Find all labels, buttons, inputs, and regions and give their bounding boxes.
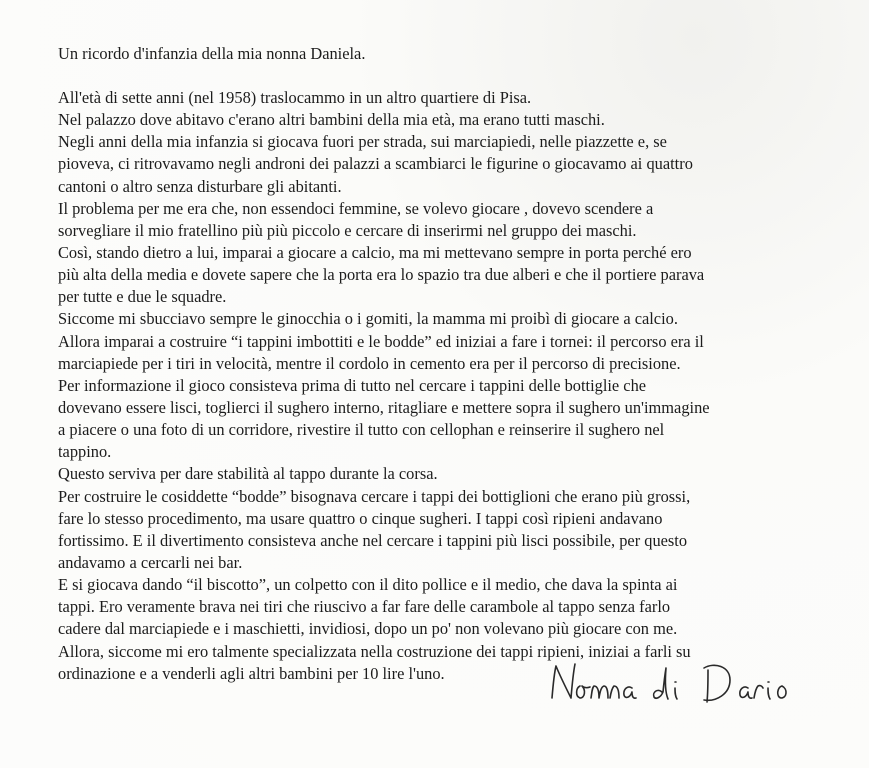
text-line: Nel palazzo dove abitavo c'erano altri bambini della mia età, ma erano tutti maschi.	[58, 110, 605, 130]
text-line: fortissimo. E il divertimento consisteva anche nel cercare i tappini più lisci possibile, per questo	[58, 530, 688, 550]
text-line: fare lo stesso procedimento, ma usare quattro o cinque sugheri. I tappi così ripieni andavano	[58, 508, 663, 528]
text-line: Per costruire le cosiddette “bodde” bisognava cercare i tappi dei bottiglioni che erano più grossi,	[58, 486, 691, 506]
text-line: Negli anni della mia infanzia si giocava fuori per strada, sui marciapiedi, nelle piazzette e, se	[58, 132, 667, 152]
text-line: Questo serviva per dare stabilità al tappo durante la corsa.	[58, 464, 438, 484]
text-line: Così, stando dietro a lui, imparai a giocare a calcio, ma mi mettevano sempre in porta perché ero	[58, 242, 692, 262]
text-line: pioveva, ci ritrovavamo negli androni dei palazzi a scambiarci le figurine o giocavamo ai quattro	[58, 154, 693, 174]
text-line: tappino.	[58, 442, 112, 462]
text-line: Allora, siccome mi ero talmente specializzata nella costruzione dei tappi ripieni, iniziai a farli su	[58, 641, 691, 661]
text-line: All'età di sette anni (nel 1958) traslocammo in un altro quartiere di Pisa.	[58, 88, 532, 107]
document-title: Un ricordo d'infanzia della mia nonna Daniela.	[58, 44, 366, 63]
signature-drawing	[544, 652, 824, 722]
text-line: più alta della media e dovete sapere che la porta era lo spazio tra due alberi e che il portiere parava	[58, 265, 705, 285]
document-body	[58, 87, 858, 685]
handwritten-signature	[544, 652, 824, 722]
text-line: sorvegliare il mio fratellino più più piccolo e cercare di inserirmi nel gruppo dei maschi.	[58, 220, 637, 240]
text-line: Per informazione il gioco consisteva prima di tutto nel cercare i tappini delle bottiglie che	[58, 375, 647, 395]
text-line: dovevano essere lisci, toglierci il sughero interno, ritagliare e mettere sopra il sughero un'immagine	[58, 397, 710, 417]
text-line: per tutte e due le squadre.	[58, 287, 227, 307]
text-line: a piacere o una foto di un corridore, rivestire il tutto con cellophan e reinserire il sughero nel	[58, 420, 665, 440]
text-line: marciapiede per i tiri in velocità, mentre il cordolo in cemento era per il percorso di precisione.	[58, 353, 681, 373]
text-line: cantoni o altro senza disturbare gli abitanti.	[58, 176, 342, 196]
text-line: Allora imparai a costruire “i tappini imbottiti e le bodde” ed iniziai a fare i tornei: il percorso era il	[58, 331, 704, 351]
text-line: tappi. Ero veramente brava nei tiri che riuscivo a far fare delle carambole al tappo senza farlo	[58, 597, 671, 617]
text-line: Il problema per me era che, non essendoci femmine, se volevo giocare , dovevo scendere a	[58, 198, 654, 218]
text-line: andavamo a cercarli nei bar.	[58, 552, 243, 572]
text-line: Siccome mi sbucciavo sempre le ginocchia o i gomiti, la mamma mi proibì di giocare a calcio.	[58, 309, 678, 329]
text-line: E si giocava dando “il biscotto”, un colpetto con il dito pollice e il medio, che dava la spinta ai	[58, 575, 678, 595]
text-line: ordinazione e a venderli agli altri bambini per 10 lire l'uno.	[58, 663, 445, 683]
text-line: cadere dal marciapiede e i maschietti, invidiosi, dopo un po' non volevano più giocare con me.	[58, 619, 678, 639]
